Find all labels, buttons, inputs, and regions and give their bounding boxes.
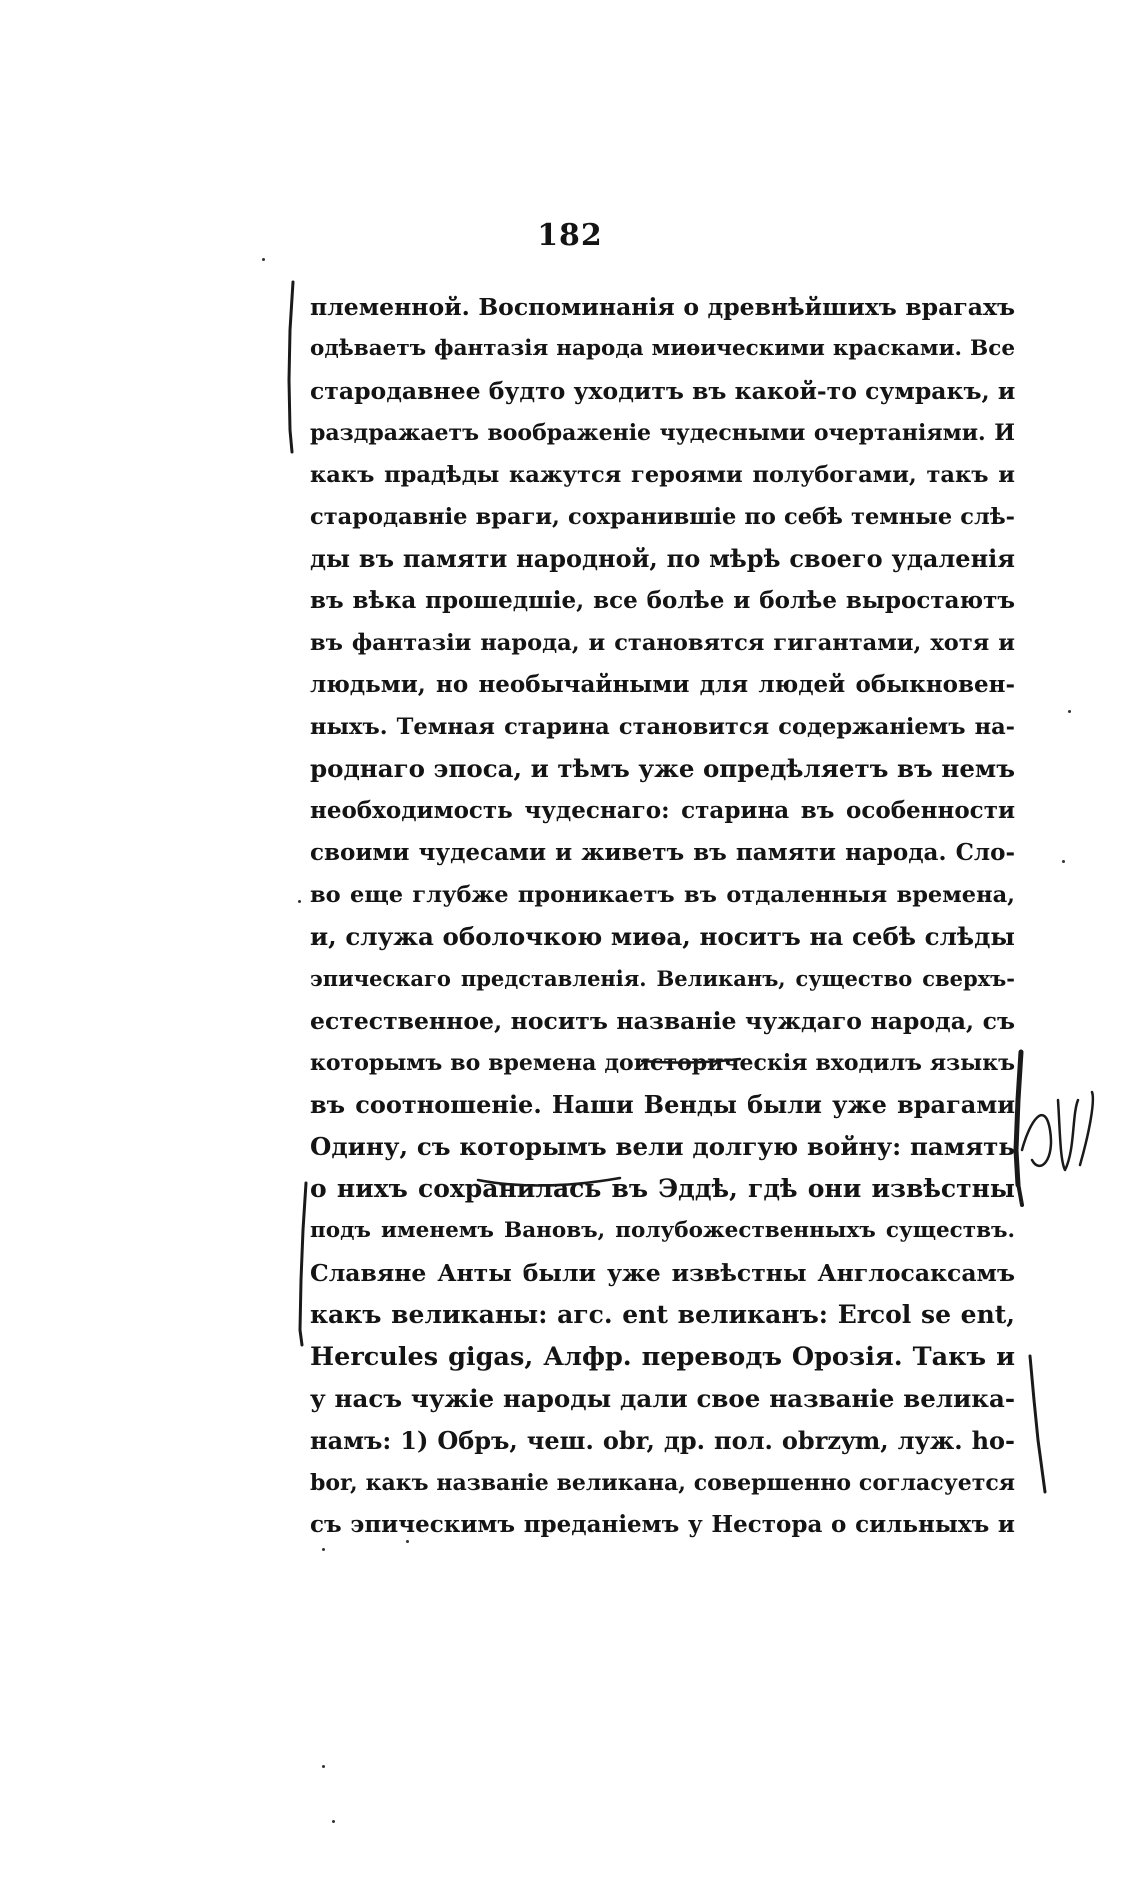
text-line: во еще глубже проникаетъ въ отдаленныя времена, [310,882,1015,908]
text-line: о нихъ сохранилась въ Эддѣ, гдѣ они извѣстны [310,1174,1015,1203]
text-line: подъ именемъ Вановъ, полубожественныхъ существъ. [310,1218,1015,1243]
page-speck [1068,710,1071,713]
text-line: раздражаетъ воображеніе чудесными очертаніями. И [310,420,1015,446]
text-line: и, служа оболочкою миѳа, носитъ на себѣ слѣды [310,922,1015,951]
text-line: Одину, съ которымъ вели долгую войну: память [310,1132,1015,1161]
text-line: въ фантазіи народа, и становятся гигантами, хотя и [310,630,1015,656]
page-number: 182 [537,218,603,253]
margin-bracket-left-top [289,282,293,452]
body-text [310,286,1015,1546]
text-line: у насъ чужіе народы дали свое названіе велика- [310,1384,1015,1413]
text-line: намъ: 1) Обръ, чеш. obr, др. пол. obrzym, луж. ho- [310,1426,1015,1455]
margin-tick [1018,1183,1022,1205]
text-line: ныхъ. Темная старина становится содержаніемъ на- [310,714,1015,740]
text-line: bor, какъ названіе великана, совершенно согласуется [310,1470,1015,1496]
page-speck [262,258,265,261]
text-line: роднаго эпоса, и тѣмъ уже опредѣляетъ въ немъ [310,754,1015,783]
page-speck [322,1765,325,1768]
text-line: которымъ во времена доисторическія входилъ языкъ [310,1050,1015,1076]
text-line: въ вѣка прошедшіе, все болѣе и болѣе выростаютъ [310,587,1015,614]
text-line: Hercules gigas, Алфр. переводъ Орозія. Такъ и [310,1342,1015,1372]
text-line: съ эпическимъ преданіемъ у Нестора о сильныхъ и [310,1511,1015,1538]
text-line: въ соотношеніе. Наши Венды были уже врагами [310,1090,1015,1119]
margin-bracket-left-bottom [300,1183,306,1345]
page-speck [322,1548,325,1551]
page-speck [1062,860,1065,863]
text-line: ды въ памяти народной, по мѣрѣ своего удаленія [310,544,1015,573]
text-line: своими чудесами и живетъ въ памяти народа. Сло- [310,839,1015,866]
text-line: стародавнее будто уходитъ въ какой-то сумракъ, и [310,377,1016,405]
text-line: какъ прадѣды кажутся героями полубогами, такъ и [310,462,1015,488]
text-line: племенной. Воспоминанія о древнѣйшихъ врагахъ [310,293,1015,321]
text-line: стародавніе враги, сохранившіе по себѣ темные слѣ- [310,504,1015,530]
text-line: людьми, но необычайными для людей обыкновен- [310,671,1015,698]
text-line: необходимость чудеснаго: старина въ особенности [310,797,1015,824]
margin-stroke-right-bottom [1030,1356,1045,1492]
margin-scribble [1022,1092,1093,1170]
text-line: одѣваетъ фантазія народа миѳическими красками. Все [310,336,1015,361]
text-line: эпическаго представленія. Великанъ, существо сверхъ- [310,966,1015,991]
text-line: естественное, носитъ названіе чуждаго народа, съ [310,1007,1015,1035]
page-speck [406,1540,409,1543]
text-line: Славяне Анты были уже извѣстны Англосаксамъ [310,1259,1015,1287]
text-line: какъ великаны: агс. ent великанъ: Ercol se ent, [310,1300,1015,1329]
margin-bar-right-mid [1016,1052,1021,1185]
page-speck [298,900,301,903]
page-speck [332,1820,335,1823]
